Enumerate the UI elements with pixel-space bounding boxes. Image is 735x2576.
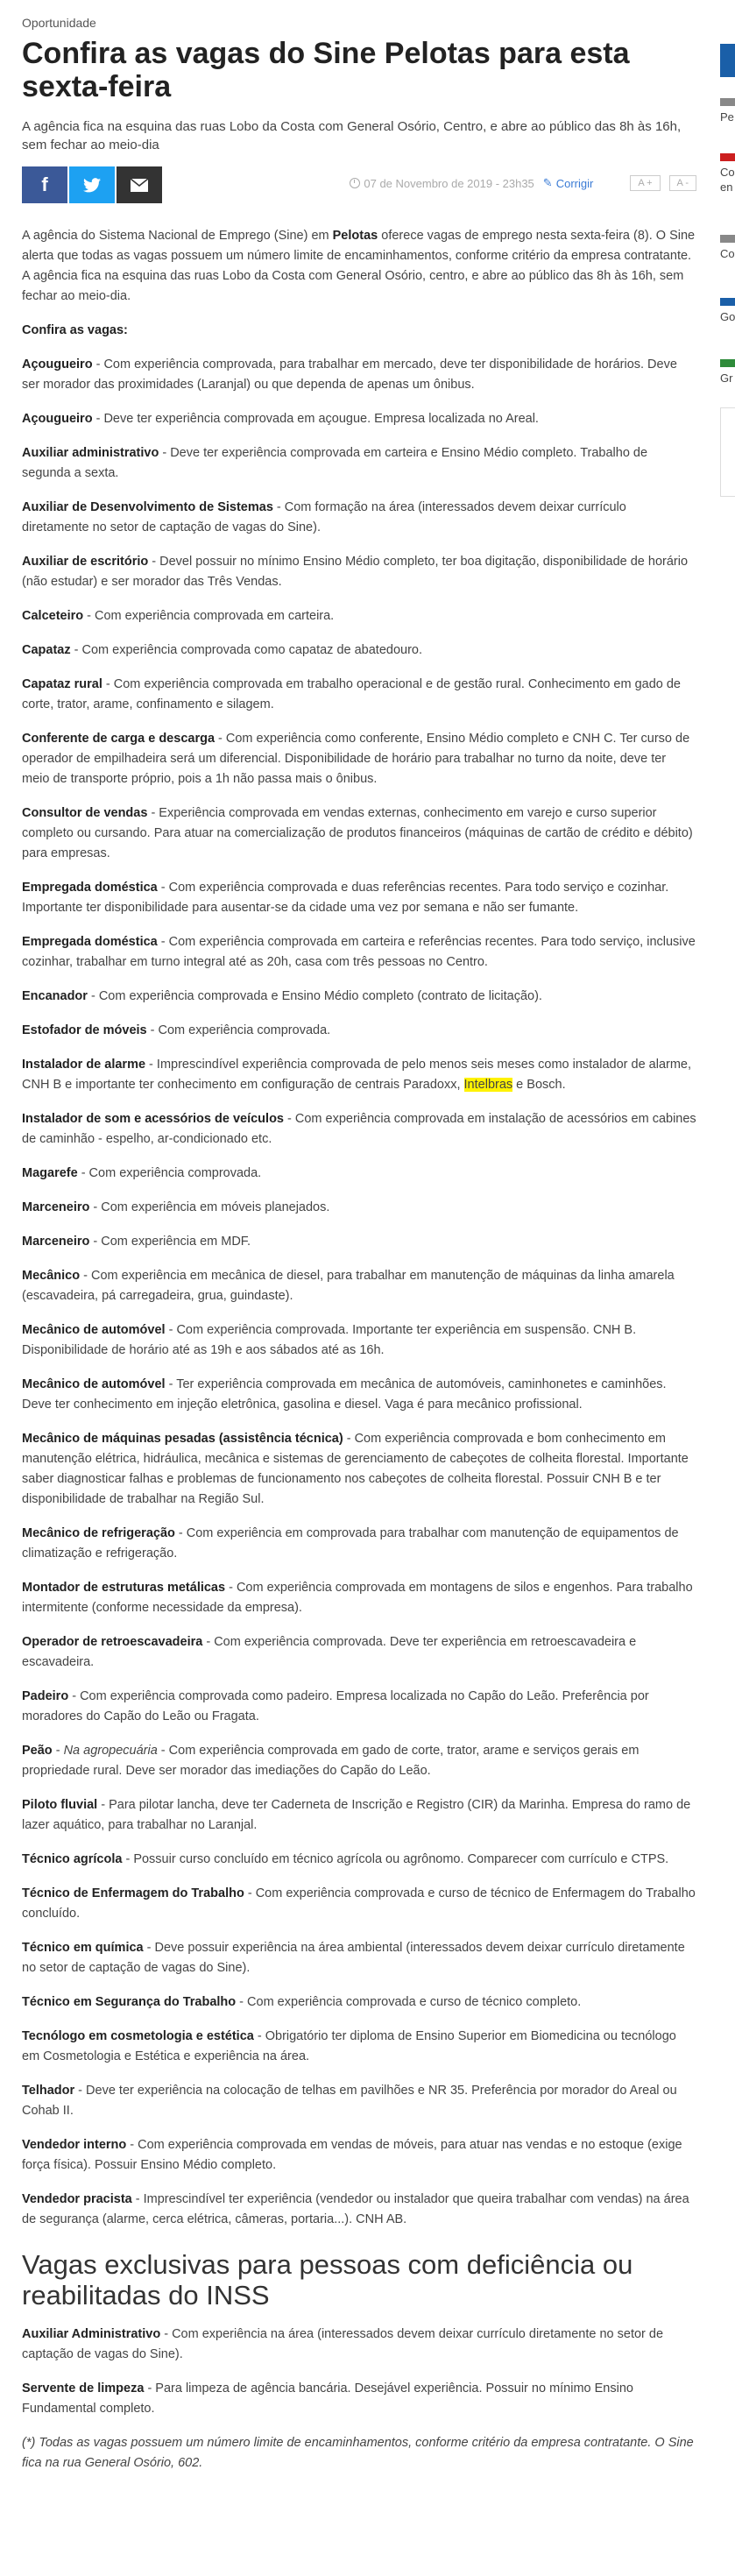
job-item — [22, 498, 696, 538]
job-item — [22, 2190, 696, 2230]
job-item — [22, 355, 696, 395]
job-description: - Com experiência comprovada como padeiro. Empresa localizada no Capão do Leão. Preferência por moradores do Capão do Leão ou Fragata. — [22, 1689, 649, 1723]
pcd-section-title: Vagas exclusivas para pessoas com deficiência ou reabilitadas do INSS — [22, 2249, 633, 2311]
rail-news-item[interactable] — [720, 153, 735, 195]
job-description: - Ter experiência comprovada em mecânica de automóveis, caminhonetes e caminhões. Deve ter conhecimento em injeção eletrônica, gasolina e diesel. Vaga é para mecânico profissional. — [22, 1377, 667, 1412]
job-title: Açougueiro — [22, 357, 93, 372]
job-item — [22, 2027, 696, 2067]
envelope-icon — [131, 179, 148, 192]
rail-item-label: Gr — [720, 372, 733, 385]
article-body — [22, 226, 696, 2473]
job-title: Capataz rural — [22, 677, 102, 691]
job-item — [22, 2135, 696, 2176]
job-item — [22, 1109, 696, 1150]
job-description: - Possuir curso concluído em técnico agrícola ou agrônomo. Comparecer com currículo e CTPS. — [122, 1852, 669, 1866]
share-email-button[interactable] — [117, 166, 162, 203]
facebook-icon: f — [41, 173, 48, 195]
jobs-list — [22, 355, 696, 2230]
job-item — [22, 1850, 696, 1870]
job-item — [22, 1632, 696, 1673]
job-item — [22, 1884, 696, 1924]
job-description: - Com experiência como conferente, Ensino Médio completo e CNH C. Ter curso de operador de empilhadeira será um diferencial. Disponibilidade de horário para trabalhar no turno da noite, deve ter meio de transporte próprio, pois a 1h não passa mais o ônibus. — [22, 732, 690, 786]
job-description: - Experiência comprovada em vendas externas, conhecimento em varejo e curso superior completo ou cursando. Para atuar na comercialização de produtos financeiros (máquinas de cartão de crédito e débito) para empresas. — [22, 806, 693, 860]
font-decrease-button[interactable]: A - — [669, 175, 696, 191]
job-title: Encanador — [22, 989, 88, 1003]
job-item — [22, 729, 696, 789]
fix-link-label: Corrigir — [555, 176, 594, 190]
job-description: - Com experiência comprovada e curso de técnico completo. — [236, 1995, 582, 2009]
job-description: - Com experiência comprovada em vendas de móveis, para atuar nas vendas e no estoque (exige força física). Possuir Ensino Médio completo. — [22, 2138, 682, 2172]
job-description: - Imprescindível ter experiência (vendedor ou instalador que queira trabalhar com vendas) na área de segurança (alarme, cerca elétrica, câmeras, portaria...). CNH AB. — [22, 2192, 689, 2226]
job-item — [22, 1578, 696, 1618]
job-description: - Com experiência comprovada e duas referências recentes. Para todo serviço e cozinhar. Importante ter disponibilidade para ausentar-se da cidade uma vez por semana e não ser fumante. — [22, 881, 669, 915]
job-description: - Com experiência comprovada em montagens de silos e engenhos. Para trabalho intermitente (conforme necessidade da empresa). — [22, 1581, 693, 1615]
job-title: Marceneiro — [22, 1235, 90, 1249]
rail-badge — [720, 298, 735, 306]
job-description: - Com experiência em MDF. — [89, 1235, 251, 1249]
fix-link[interactable] — [543, 176, 594, 190]
job-title: Operador de retroescavadeira — [22, 1635, 203, 1649]
job-title: Técnico em química — [22, 1941, 144, 1955]
job-title: Calceteiro — [22, 609, 84, 623]
job-item — [22, 1164, 696, 1184]
rail-item-label: Go — [720, 310, 735, 323]
footnote: (*) Todas as vagas possuem um número limite de encaminhamentos, conforme critério da empresa contratante. O Sine fica na rua General Osório, 602. — [22, 2436, 694, 2470]
job-title: Consultor de vendas — [22, 806, 148, 820]
job-item — [22, 932, 696, 973]
job-title: Estofador de móveis — [22, 1023, 147, 1037]
vagas-heading: Confira as vagas: — [22, 323, 128, 337]
rail-item-label-line2: en — [720, 180, 733, 194]
job-item — [22, 1687, 696, 1727]
right-rail — [720, 0, 735, 2576]
rail-item-label: Co — [720, 166, 735, 179]
rail-tab[interactable] — [720, 44, 735, 77]
job-item — [22, 552, 696, 592]
job-item — [22, 1055, 696, 1095]
job-description: - Com experiência comprovada. — [77, 1166, 262, 1180]
job-item — [22, 2325, 696, 2365]
job-item — [22, 640, 696, 661]
intro-paragraph: A agência do Sistema Nacional de Emprego (Sine) em Pelotas oferece vagas de emprego nesta sexta-feira (8). O Sine alerta que todas as vagas possuem um número limite de encaminhamentos, conforme critério da empresa contratante. A agência fica na esquina das ruas Lobo da Costa com General Osório, centro, e abre ao público das 8h às 16h, sem fechar ao meio-dia. — [22, 229, 696, 303]
job-description: - Deve ter experiência comprovada em açougue. Empresa localizada no Areal. — [92, 412, 539, 426]
rail-item-label: Co — [720, 247, 735, 260]
job-description: - Com experiência comprovada. Importante ter experiência em suspensão. CNH B. Disponibilidade de horário até as 19h e aos sábados até as 16h. — [22, 1323, 637, 1357]
job-title: Instalador de alarme — [22, 1058, 146, 1072]
font-increase-button[interactable]: A + — [630, 175, 660, 191]
job-item — [22, 878, 696, 918]
job-description: - Com experiência comprovada em instalação de acessórios em cabines de caminhão - espelho, ar-condicionado etc. — [22, 1112, 696, 1146]
rail-news-item[interactable] — [720, 359, 735, 386]
article-meta — [22, 166, 696, 203]
job-sector: Na agropecuária — [63, 1744, 158, 1758]
job-description: - Com experiência em comprovada para trabalhar com manutenção de equipamentos de climatização e refrigeração. — [22, 1526, 679, 1560]
rail-badge — [720, 359, 735, 367]
job-item — [22, 1938, 696, 1978]
job-item — [22, 1021, 696, 1041]
job-description: - Com experiência comprovada em trabalho operacional e de gestão rural. Conhecimento em gado de corte, trator, arame, confinamento e silagem. — [22, 677, 682, 711]
rail-box — [720, 407, 735, 497]
job-description: - Com experiência comprovada. Deve ter experiência em retroescavadeira e escavadeira. — [22, 1635, 637, 1669]
job-title: Vendedor interno — [22, 2138, 127, 2152]
rail-badge — [720, 153, 735, 161]
twitter-icon — [83, 178, 101, 193]
job-item — [22, 1795, 696, 1836]
job-title: Mecânico de automóvel — [22, 1323, 166, 1337]
rail-news-item[interactable] — [720, 298, 735, 324]
job-description: - Deve ter experiência na colocação de telhas em pavilhões e NR 35. Preferência por morador do Areal ou Cohab II. — [22, 2084, 677, 2118]
job-description: - Com experiência na área (interessados devem deixar currículo diretamente no setor de captação de vagas do Sine). — [22, 2327, 664, 2361]
job-item — [22, 1232, 696, 1252]
job-description: - Com experiência comprovada e Ensino Médio completo (contrato de licitação). — [87, 989, 542, 1003]
highlighted-term: Intelbras — [463, 1078, 513, 1092]
job-title: Empregada doméstica — [22, 935, 158, 949]
job-item — [22, 1198, 696, 1218]
job-title: Empregada doméstica — [22, 881, 158, 895]
job-title: Magarefe — [22, 1166, 78, 1180]
job-item — [22, 675, 696, 715]
job-title: Conferente de carga e descarga — [22, 732, 216, 746]
clock-icon — [350, 178, 360, 188]
job-title: Telhador — [22, 2084, 75, 2098]
job-description: - Com experiência comprovada em gado de corte, trator, arame e serviços gerais em propriedade rural. Deve ser morador das imediações do Capão do Leão. — [22, 1744, 640, 1778]
job-description: - Com experiência comprovada e bom conhecimento em manutenção elétrica, hidráulica, mecânica e sistemas de gerenciamento de cabeçotes de colheita florestal. Importante saber diagnosticar falhas e problemas de funcionamento nos cabeçotes de colheita florestal. Possuir CNH B e ter disponibilidade de trabalhar na Região Sul. — [22, 1432, 689, 1506]
article-kicker: Oportunidade — [22, 16, 96, 30]
job-title: Mecânico — [22, 1269, 81, 1283]
job-description: - Com experiência comprovada em carteira e referências recentes. Para todo serviço, inclusive cozinhar, trabalhar em turno integral até as 20h, casa com três pessoas no Centro. — [22, 935, 696, 969]
job-item — [22, 2081, 696, 2121]
job-title: Montador de estruturas metálicas — [22, 1581, 226, 1595]
share-buttons — [22, 166, 162, 203]
job-description: - Com experiência comprovada. — [146, 1023, 331, 1037]
rail-badge — [720, 235, 735, 243]
job-title: Mecânico de refrigeração — [22, 1526, 175, 1540]
article-subtitle: A agência fica na esquina das ruas Lobo da Costa com General Osório, Centro, e abre ao público das 8h às 16h, sem fechar ao meio-dia — [22, 119, 682, 152]
publish-date-text: 07 de Novembro de 2019 - 23h35 — [364, 176, 534, 190]
jobs-pcd-list — [22, 2325, 696, 2419]
job-description: - Com experiência comprovada, para trabalhar em mercado, deve ter disponibilidade de horários. Deve ser morador das proximidades (Laranjal) ou que dependa de apenas um ônibus. — [22, 357, 677, 392]
job-title: Mecânico de máquinas pesadas (assistência técnica) — [22, 1432, 343, 1446]
job-description: - Para pilotar lancha, deve ter Caderneta de Inscrição e Registro (CIR) da Marinha. Empresa do ramo de lazer aquático, para trabalhar no Laranjal. — [22, 1798, 691, 1832]
job-item — [22, 803, 696, 864]
job-description: - Devel possuir no mínimo Ensino Médio completo, ter boa digitação, disponibilidade de horário (não estudar) e ser morador das Três Vendas. — [22, 555, 689, 589]
share-twitter-button[interactable] — [69, 166, 115, 203]
article — [22, 16, 696, 2488]
job-item: Peão - Na agropecuária - Com experiência comprovada em gado de corte, trator, arame e serviços gerais em propriedade rural. Deve ser morador das imediações do Capão do Leão. — [22, 1744, 640, 1778]
job-title: Açougueiro — [22, 412, 93, 426]
job-description: - Com experiência em mecânica de diesel, para trabalhar em manutenção de máquinas da linha amarela (escavadeira, pá carregadeira, grua, guindaste). — [22, 1269, 675, 1303]
job-description: - Com experiência comprovada em carteira. — [83, 609, 335, 623]
job-description: - Deve possuir experiência na área ambiental (interessados devem deixar currículo diretamente no setor de captação de vagas do Sine). — [22, 1941, 685, 1975]
job-title: Servente de limpeza — [22, 2381, 145, 2396]
job-title: Vendedor pracista — [22, 2192, 132, 2206]
job-description: - Imprescindível experiência comprovada de pelo menos seis meses como instalador de alarme, CNH B e importante ter conhecimento em configuração de centrais Paradoxx, — [22, 1058, 692, 1092]
publish-date — [350, 177, 534, 190]
job-item — [22, 1266, 696, 1306]
share-facebook-button[interactable] — [22, 166, 67, 203]
job-title: Padeiro — [22, 1689, 69, 1703]
job-title: Mecânico de automóvel — [22, 1377, 166, 1391]
job-item — [22, 987, 696, 1007]
job-description: - Para limpeza de agência bancária. Desejável experiência. Possuir no mínimo Ensino Fundamental completo. — [22, 2381, 633, 2416]
pencil-icon: ✎ — [542, 176, 553, 189]
job-title: Auxiliar administrativo — [22, 446, 159, 460]
job-item — [22, 1375, 696, 1415]
rail-news-item[interactable] — [720, 98, 735, 124]
job-title: Auxiliar de Desenvolvimento de Sistemas — [22, 500, 273, 514]
job-item — [22, 606, 696, 626]
job-title: Instalador de som e acessórios de veículos — [22, 1112, 284, 1126]
job-title: Capataz — [22, 643, 71, 657]
job-description: - Com experiência em móveis planejados. — [89, 1200, 330, 1214]
job-title: Piloto fluvial — [22, 1798, 98, 1812]
job-description: - Deve ter experiência comprovada em carteira e Ensino Médio completo. Trabalho de segunda a sexta. — [22, 446, 648, 480]
job-item — [22, 2379, 696, 2419]
meta-tools — [350, 175, 696, 191]
job-description: - Com experiência comprovada como capataz de abatedouro. — [70, 643, 423, 657]
job-item — [22, 443, 696, 484]
job-description-end: e Bosch. — [512, 1078, 566, 1092]
job-item — [22, 409, 696, 429]
job-item — [22, 1320, 696, 1361]
job-title: Auxiliar de escritório — [22, 555, 149, 569]
job-item — [22, 1992, 696, 2013]
job-title: Tecnólogo em cosmetologia e estética — [22, 2029, 254, 2043]
job-item — [22, 1524, 696, 1564]
rail-news-item[interactable] — [720, 235, 735, 261]
job-title: Marceneiro — [22, 1200, 90, 1214]
rail-badge — [720, 98, 735, 106]
rail-item-label: Pe — [720, 110, 734, 124]
job-title: Técnico em Segurança do Trabalho — [22, 1995, 237, 2009]
job-description: - Com experiência comprovada e curso de técnico de Enfermagem do Trabalho concluído. — [22, 1886, 696, 1921]
job-description: - Com formação na área (interessados devem deixar currículo diretamente no setor de captação de vagas do Sine). — [22, 500, 626, 534]
job-title: Peão — [22, 1744, 53, 1758]
article-title: Confira as vagas do Sine Pelotas para esta sexta-feira — [22, 37, 630, 103]
job-title: Técnico agrícola — [22, 1852, 123, 1866]
job-description: - Obrigatório ter diploma de Ensino Superior em Biomedicina ou tecnólogo em Cosmetologia e Estética e experiência na área. — [22, 2029, 676, 2063]
job-title: Técnico de Enfermagem do Trabalho — [22, 1886, 244, 1900]
job-item — [22, 1429, 696, 1510]
job-title: Auxiliar Administrativo — [22, 2327, 161, 2341]
